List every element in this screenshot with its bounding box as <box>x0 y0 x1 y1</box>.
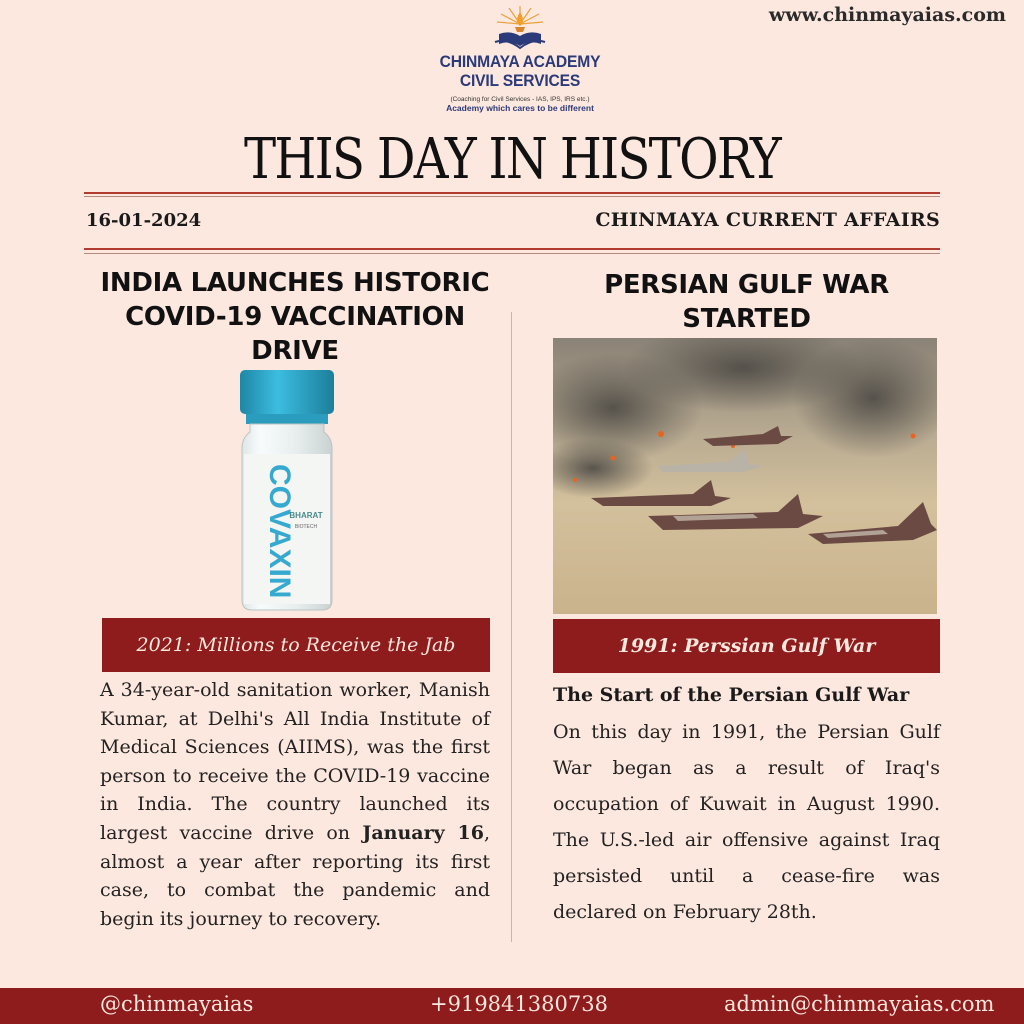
divider-rule <box>84 253 940 254</box>
brand-label: CHINMAYA CURRENT AFFAIRS <box>595 209 940 231</box>
academy-logo <box>420 4 620 113</box>
left-year-banner: 2021: Millions to Receive the Jab <box>102 618 490 672</box>
right-year-banner: 1991: Perssian Gulf War <box>553 619 940 673</box>
highlight-date: January 16 <box>362 821 484 844</box>
column-divider <box>511 312 512 942</box>
phone-number-link[interactable]: +919841380738 <box>430 992 608 1016</box>
left-article-body: A 34-year-old sanitation worker, Manish Kumar, at Delhi's All India Institute of Medical Sciences (AIIMS), was the first person to receive the COVID-19 vaccine in India. The country launched its largest vaccine drive on January 16, almost a year after reporting its first case, to combat the pandemic and begin its journey to recovery. <box>100 679 490 930</box>
logo-tagline: Academy which cares to be different <box>446 103 594 113</box>
logo-subtitle: (Coaching for Civil Services - IAS, IPS, IRS etc.) <box>450 96 590 103</box>
vial-maker-sub-text: BIOTECH <box>294 524 318 530</box>
email-link[interactable]: admin@chinmayaias.com <box>724 992 995 1016</box>
social-handle-link[interactable]: @chinmayaias <box>100 992 254 1016</box>
vaccine-vial-image <box>232 368 342 612</box>
lamp-book-icon <box>485 4 555 52</box>
page-title: THIS DAY IN HISTORY <box>244 127 780 192</box>
right-headline: PERSIAN GULF WAR STARTED <box>604 270 889 334</box>
logo-line1: CHINMAYA ACADEMY <box>439 52 601 71</box>
issue-date: 16-01-2024 <box>86 210 202 231</box>
vial-brand-text: COVAXIN <box>263 464 296 599</box>
website-url: www.chinmayaias.com <box>768 4 1006 26</box>
footer-bar <box>0 988 1024 1024</box>
right-article-body: On this day in 1991, the Persian Gulf War began as a result of Iraq's occupation of Kuwait in August 1990. The U.S.-led air offensive against Iraq persisted until a cease-fire was declared on February 28th. <box>553 721 940 923</box>
logo-line2: CIVIL SERVICES <box>459 71 581 90</box>
vial-maker-text: BHARAT <box>289 511 323 520</box>
divider-rule <box>84 196 940 197</box>
divider-rule <box>84 248 940 250</box>
left-headline: INDIA LAUNCHES HISTORIC COVID-19 VACCINATION DRIVE <box>100 268 490 366</box>
divider-rule <box>84 192 940 194</box>
gulf-war-jets-image <box>553 338 937 614</box>
right-subheading: The Start of the Persian Gulf War <box>553 684 910 706</box>
